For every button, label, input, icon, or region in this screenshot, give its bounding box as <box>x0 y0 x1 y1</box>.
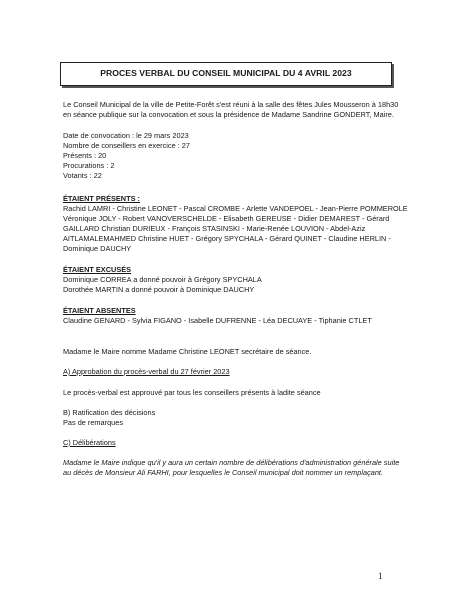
presents-line: Dominique DAUCHY <box>63 244 132 254</box>
presents-line: Véronique JOLY - Robert VANOVERSCHELDE - Elisabeth GEREUSE - Didier DEMAREST - Gérard <box>63 214 390 224</box>
section-a <box>63 367 393 377</box>
section-c-line: au décès de Monsieur Ali FARHI, pour lesquelles le Conseil municipal doit nommer un remplaçant. <box>63 468 384 478</box>
absents-line: Claudine GENARD - Sylvia FIGANO - Isabelle DUFRENNE - Léa DECUAYE - Tiphanie CTLET <box>63 316 372 326</box>
proxy-count: Procurations : 2 <box>63 161 115 171</box>
convocation-date: Date de convocation : le 29 mars 2023 <box>63 131 189 140</box>
intro-line: Le Conseil Municipal de la ville de Petite-Forêt s'est réuni à la salle des fêtes Jules Mousseron à 18h30 <box>63 100 399 109</box>
section-b-text: Pas de remarques <box>63 418 124 428</box>
excuses-section <box>63 265 393 295</box>
section-c-heading: C) Délibérations <box>63 438 116 447</box>
presents-line: Rachid LAMRI - Christine LEONET - Pascal CROMBE - Arlette VANDEPOEL - Jean-Pierre POMMEROLE <box>63 204 408 214</box>
secretary-nomination: Madame le Maire nomme Madame Christine LEONET secrétaire de séance. <box>63 347 312 356</box>
section-a-text: Le procès-verbal est approuvé par tous les conseillers présents à ladite séance <box>63 388 321 397</box>
page-number: 1 <box>378 571 383 581</box>
section-b-heading: B) Ratification des décisions <box>63 408 156 417</box>
section-c-line: Madame le Maire indique qu'il y aura un certain nombre de délibérations d'administration générale suite <box>63 458 400 467</box>
section-c <box>63 438 393 448</box>
voters-count: Votants : 22 <box>63 171 102 181</box>
title-box <box>60 62 392 86</box>
section-a-heading: A) Approbation du procès-verbal du 27 février 2023 <box>63 367 230 376</box>
intro-line: en séance publique sur la convocation et sous la présidence de Madame Sandrine GONDERT, Maire. <box>63 110 394 120</box>
absents-heading: ÉTAIENT ABSENTES <box>63 306 136 315</box>
intro-paragraph <box>63 100 399 120</box>
session-stats <box>63 131 393 181</box>
presents-line: AITLAMALEMAHMED Christine HUET - Grégory SPYCHALA - Gérard QUINET - Claudine HERLIN - <box>63 234 391 244</box>
presents-line: GAILLARD Christian DURIEUX - François STASINSKI - Marie-Renée LOUVION - Abdel-Aziz <box>63 224 366 234</box>
presents-heading: ÉTAIENT PRÉSENTS : <box>63 194 140 203</box>
present-count: Présents : 20 <box>63 151 107 161</box>
absents-section <box>63 306 393 326</box>
section-b <box>63 408 393 428</box>
excuses-line: Dorothée MARTIN a donné pouvoir à Dominique DAUCHY <box>63 285 255 295</box>
excuses-line: Dominique CORREA a donné pouvoir à Grégory SPYCHALA <box>63 275 262 285</box>
councillors-count: Nombre de conseillers en exercice : 27 <box>63 141 190 151</box>
document-title: PROCES VERBAL DU CONSEIL MUNICIPAL DU 4 AVRIL 2023 <box>100 68 352 78</box>
presents-section <box>63 194 408 255</box>
excuses-heading: ÉTAIENT EXCUSÉS <box>63 265 132 274</box>
section-c-paragraph <box>63 458 400 478</box>
